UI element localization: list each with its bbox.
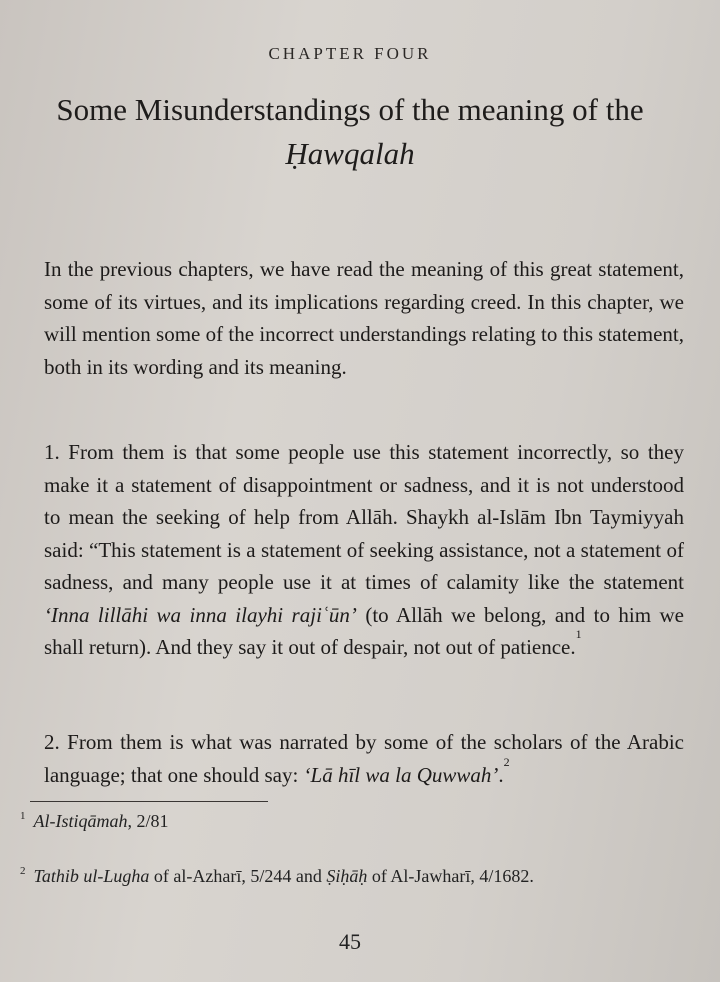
- chapter-label: CHAPTER FOUR: [268, 44, 432, 63]
- chapter-title-text: Some Misunderstandings of the meaning of the: [56, 92, 644, 127]
- footnote-divider: [30, 801, 268, 802]
- footnote-2-source-2: Ṣiḥāḥ: [326, 866, 368, 886]
- point-one-quote: ‘Inna lillāhi wa inna ilayhi rajiʿūn’: [44, 602, 357, 627]
- point-one-paragraph: [32, 436, 684, 664]
- chapter-title: [30, 88, 670, 176]
- point-one-text: 1. From them is that some people use this statement incorrectly, so they make it a statement of disappointment or sadness, and it is not understood to mean the seeking of help from Allāh. Shaykh al-Islām Ibn Taymiyyah said: “This statement is a statement of seeking assistance, not a statement of sadness, and many people use it at times of calamity like the statement: [44, 440, 684, 594]
- page-number: 45: [339, 929, 361, 954]
- footnote-2: [20, 866, 680, 887]
- point-two-quote: ‘Lā hīl wa la Quwwah’: [303, 762, 499, 787]
- footnote-1: [20, 811, 680, 832]
- footnote-ref-2[interactable]: 2: [503, 754, 510, 769]
- footnote-ref-1[interactable]: 1: [575, 627, 582, 641]
- footnote-1-number: 1: [20, 810, 26, 822]
- footnote-1-source: Al-Istiqāmah: [33, 811, 128, 831]
- point-two-text: 2. From them is what was narrated by some of the scholars of the Arabic language; that one should say:: [44, 730, 684, 787]
- footnote-2-text: of al-Azharī, 5/244 and: [149, 866, 327, 886]
- point-two-paragraph: [32, 726, 684, 791]
- footnote-2-number: 2: [20, 865, 26, 877]
- point-two-text-end: .: [498, 762, 504, 787]
- point-one-text-end: (to Allāh we belong, and to him we shall return). And they say it out of despair, not out of patience.: [44, 602, 684, 659]
- footnote-2-source: Tathib ul-Lugha: [33, 866, 150, 886]
- intro-paragraph: In the previous chapters, we have read the meaning of this great statement, some of its virtues, and its implications regarding creed. In this chapter, we will mention some of the incorrect understandings relating to this statement, both in its wording and its meaning.: [44, 257, 684, 379]
- footnote-2-text-2: of Al-Jawharī, 4/1682.: [367, 866, 534, 886]
- footnote-1-text: , 2/81: [127, 811, 169, 831]
- chapter-title-italic: Ḥawqalah: [285, 136, 415, 171]
